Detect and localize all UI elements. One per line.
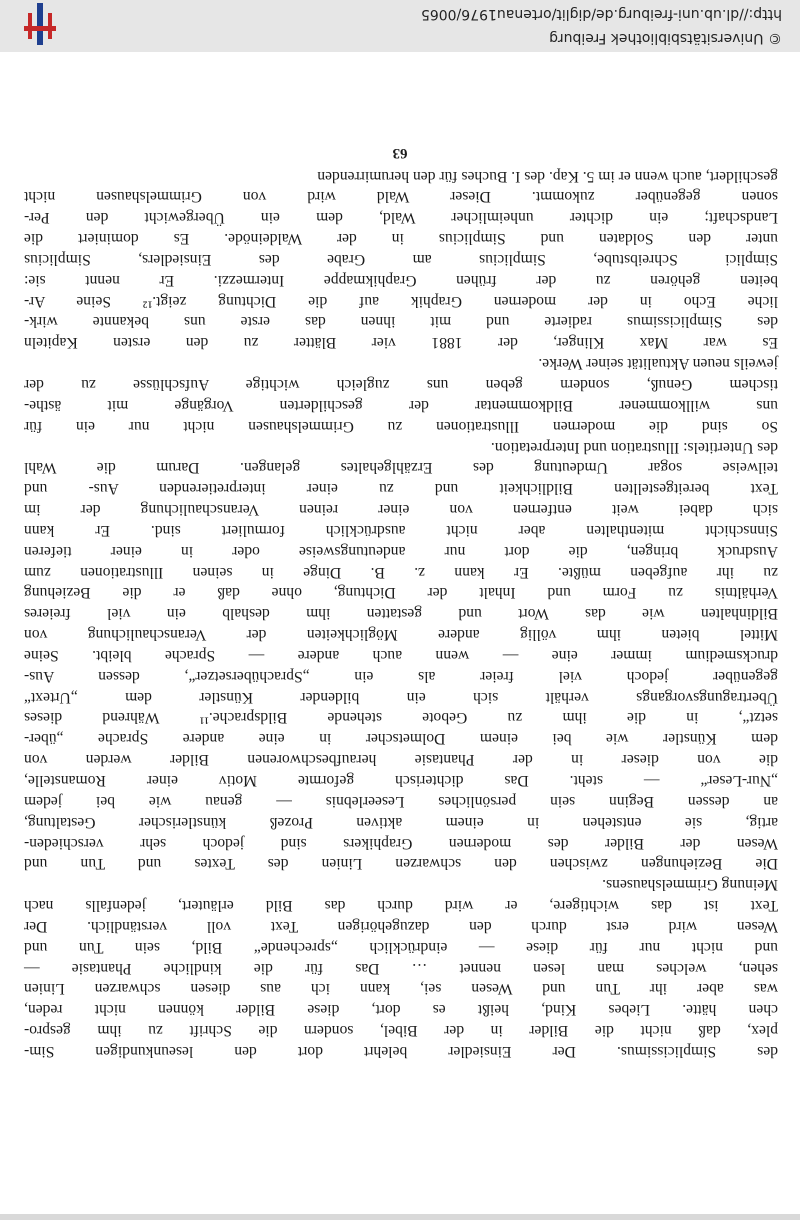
text-line: Ausdruck bringen, die dort nur andeutungsweise oder in einer tieferen — [24, 542, 778, 560]
text-line: So sind die modernen Illustrationen zu Grimmelshausen nicht nur ein für — [24, 417, 778, 435]
text-line: Meinung Grimmelshausens. — [602, 876, 778, 894]
text-line: tischem Genuß, sondern geben uns zugleich wichtige Aufschlüsse zu der — [24, 376, 778, 393]
text-line: zu ihr aufgeben müßte. Er kann z. B. Dinge in seinen Illustrationen zum — [24, 563, 778, 581]
text-line: unter den Soldaten und Simplicius in der Waldeinöde. Es dominiert die — [24, 230, 778, 248]
text-line: chen hätte. Liebes Kind, heißt es dort, diese Bilder können nicht reden, — [24, 1001, 778, 1019]
footer-copyright: © Universitätsbibliothek Freiburg — [549, 30, 782, 46]
text-line: Übertragungsvorgangs verhält sich ein bildender Künstler dem „Urtext“ — [24, 688, 778, 706]
text-line: des Simplicissimus radierte und mit ihnen das erste uns bekannte wirk- — [24, 313, 778, 331]
text-line: Es war Max Klinger, der 1881 vier Blätter zu den ersten Kapiteln — [24, 334, 778, 352]
text-line: was aber ihr Tun und Wesen sei, kann ich aus diesen schwarzen Linien — [24, 980, 778, 998]
text-line: plex, daß nicht die Bilder in der Bibel, sondern die Schrift zu ihm gespro- — [24, 1022, 778, 1040]
text-line: setzt“, in die ihm zu Gebote stehende Bildsprache.¹¹ Während dieses — [24, 709, 778, 727]
text-line: uns willkommener Bildkommentar der geschilderten Vorgänge mit ästhe- — [24, 396, 778, 414]
text-line: beiten gehören zu der frühen Graphikmappe Intermezzi. Er nennt sie: — [24, 271, 778, 289]
text-line: des Simplicissimus. Der Einsiedler belehrt dort den leseunkundigen Sim- — [24, 1043, 778, 1060]
text-line: Bildinhalten wie das Wort und gestatten ihm deshalb ein viel freieres — [24, 605, 778, 623]
text-line: Sinnschicht mitenthalten aber nicht ausdrücklich formuliert sind. Er kann — [24, 521, 778, 539]
text-line: gegenüber jedoch viel freier als ein „Sprachübersetzer“, dessen Aus- — [24, 667, 778, 685]
footer-url-link[interactable]: http://dl.ub.uni-freiburg.de/diglit/ortenau1976/0065 — [420, 6, 782, 22]
text-line: dem Künstler wie bei einem Dolmetscher in eine andere Sprache „über- — [24, 730, 778, 748]
text-line: jeweils neuen Aktualität seiner Werke. — [538, 355, 778, 373]
text-line: Wesen der Bilder des modernen Graphikers sind jedoch sehr verschieden- — [24, 834, 778, 852]
paragraph — [24, 165, 778, 353]
text-line: des Untertitels: Illustration und Interpretation. — [490, 438, 778, 456]
ub-freiburg-logo-icon — [20, 3, 60, 45]
text-line: sonen gegenüber zukommt. Dieser Wald wird von Grimmelshausen nicht — [24, 188, 778, 206]
text-line: Text ist das wichtigere, er wird durch das Bild erläutert, jedenfalls nach — [24, 897, 778, 915]
paragraph — [24, 436, 778, 874]
text-line: „Nur-Leser“ — steht. Das dichterisch geformte Motiv einer Romanstelle, — [24, 772, 778, 790]
text-line: die von dieser in der Phantasie heraufbeschworenen Bilder werden von — [24, 751, 778, 769]
text-line: Text bereitgestellten Bildlichkeit und zu einer interpretierenden Aus- und — [24, 480, 778, 498]
text-line: drucksmedium immer eine — wenn auch andere — Sprache bleibt. Seine — [24, 646, 778, 664]
page-number: 63 — [392, 145, 408, 161]
text-line: Verhältnis zu Form und Inhalt der Dichtung, ohne daß er die Beziehung — [24, 584, 778, 602]
text-line: Landschaft; ein dichter unheimlicher Wald, dem ein Übergewicht den Per- — [24, 209, 778, 227]
paragraph — [24, 873, 778, 1061]
text-line: sehen, welches man lesen nennet … Das für die kindliche Phantasie — — [24, 959, 778, 977]
text-line: und nicht nur für diese — eindrücklich „sprechende“ Bild, sein Tun und — [24, 938, 778, 956]
text-line: Simplici Schreibstube, Simplicius am Grabe des Einsiedlers, Simplicius — [24, 250, 778, 268]
paragraph — [24, 352, 778, 435]
text-line: Mittel bieten ihm völlig andere Möglichkeiten der Veranschaulichung von — [24, 626, 778, 644]
text-line: sich dabei weit entfernen von einer reinen Veranschaulichung der im — [24, 501, 778, 519]
text-line: teilweise sogar Umdeutung des Erzählgehaltes gelangen. Darum die Wahl — [24, 459, 778, 477]
text-line: geschildert, auch wenn er im 5. Kap. des I. Buches für den herumirrenden — [317, 167, 778, 185]
text-line: liche Echo in der modernen Graphik auf die Dichtung zeigt.¹² Seine Ar- — [24, 292, 778, 310]
text-line: Die Beziehungen zwischen den schwarzen Linien des Textes und Tun und — [24, 855, 778, 873]
scan-edge — [0, 1214, 800, 1220]
page-body-text — [24, 165, 778, 1061]
text-line: artig, sie entstehen in einem aktiven Prozeß künstlerischer Gestaltung, — [24, 813, 778, 831]
text-line: Wesen wird erst durch den dazugehörigen Text voll verständlich. Der — [24, 917, 778, 935]
text-line: an dessen Beginn sein persönliches Leseerlebnis — genau wie bei jedem — [24, 792, 778, 810]
